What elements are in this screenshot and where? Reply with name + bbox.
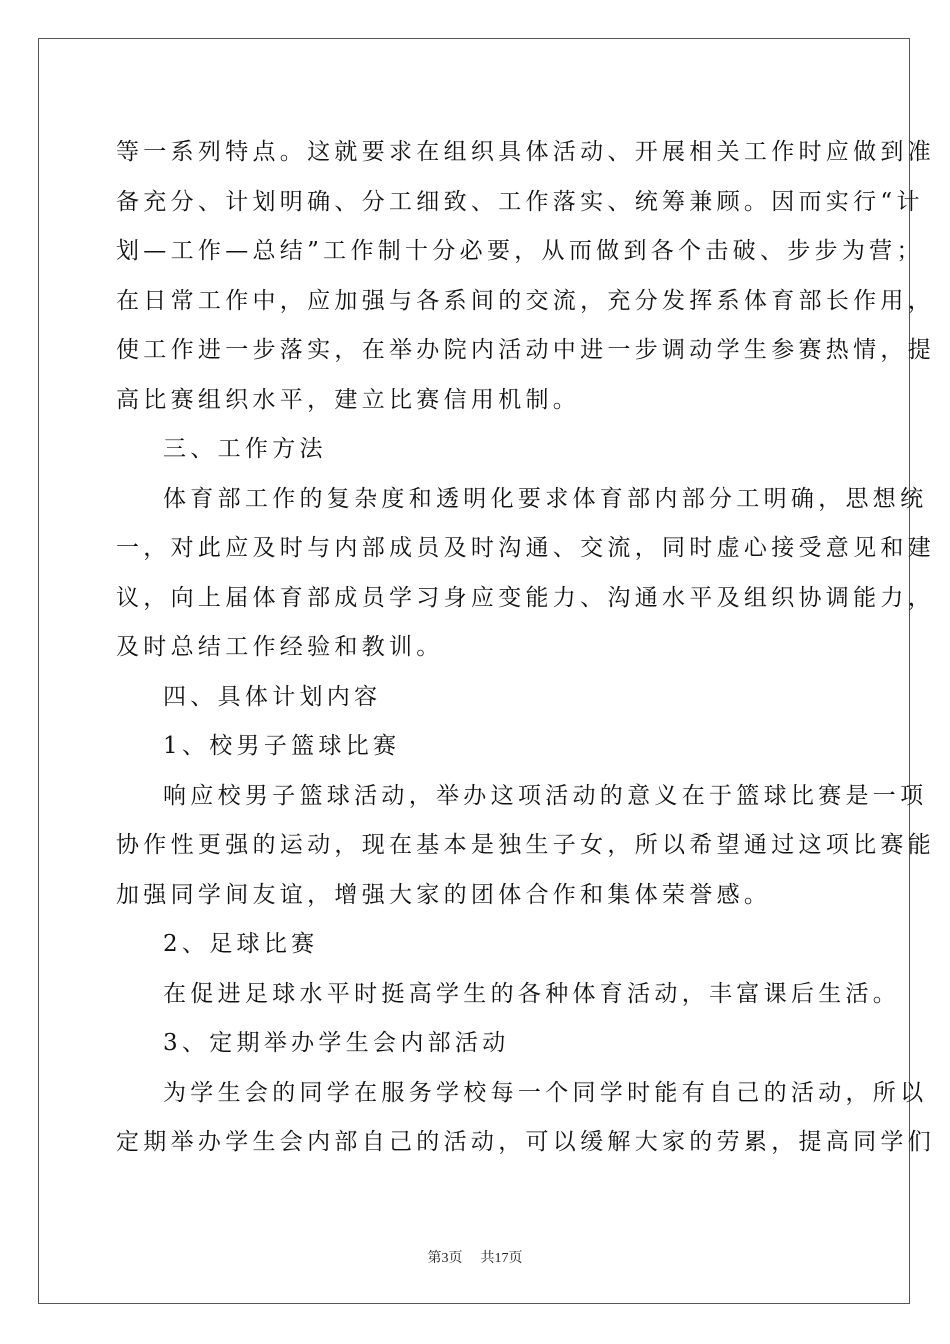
text-line: 备充分、计划明确、分工细致、工作落实、统筹兼顾。因而实行“计 (116, 188, 924, 215)
text-line: 议，向上届体育部成员学习身应变能力、沟通水平及组织协调能力， (116, 584, 935, 611)
text-line: 四、具体计划内容 (163, 683, 382, 710)
text-line: 加强同学间友谊，增强大家的团体合作和集体荣誉感。 (116, 881, 772, 908)
document-body (116, 128, 935, 1168)
page-total: 共17页 (480, 1251, 523, 1266)
text-line: 及时总结工作经验和教训。 (116, 634, 444, 660)
text-line: 使工作进一步落实，在举办院内活动中进一步调动学生参赛热情，提 (116, 337, 935, 363)
text-line: 为学生会的同学在服务学校每一个同学时能有自己的活动，所以 (163, 1079, 928, 1106)
page-footer (0, 1247, 950, 1267)
text-line: 体育部工作的复杂度和透明化要求体育部内部分工明确，思想统 (163, 485, 928, 512)
page-number: 第3页 (427, 1251, 463, 1266)
body-text (116, 128, 935, 1168)
text-line: 2、足球比赛 (163, 931, 319, 957)
text-line: 等一系列特点。这就要求在组织具体活动、开展相关工作时应做到准 (116, 139, 935, 165)
text-line: 高比赛组织水平，建立比赛信用机制。 (116, 386, 581, 413)
text-line: 在促进足球水平时挺高学生的各种体育活动，丰富课后生活。 (163, 980, 901, 1007)
text-line: 1、校男子篮球比赛 (163, 733, 401, 759)
text-line: 划—工作—总结”工作制十分必要，从而做到各个击破、步步为营； (116, 238, 924, 264)
text-line: 响应校男子篮球活动，举办这项活动的意义在于篮球比赛是一项 (163, 782, 928, 809)
text-line: 三、工作方法 (163, 436, 327, 462)
text-line: 协作性更强的运动，现在基本是独生子女，所以希望通过这项比赛能 (116, 832, 935, 858)
text-line: 定期举办学生会内部自己的活动，可以缓解大家的劳累，提高同学们 (116, 1129, 935, 1155)
text-line: 一，对此应及时与内部成员及时沟通、交流，同时虚心接受意见和建 (116, 535, 935, 561)
text-line: 在日常工作中，应加强与各系间的交流，充分发挥系体育部长作用， (116, 287, 935, 314)
text-line: 3、定期举办学生会内部活动 (163, 1030, 510, 1056)
